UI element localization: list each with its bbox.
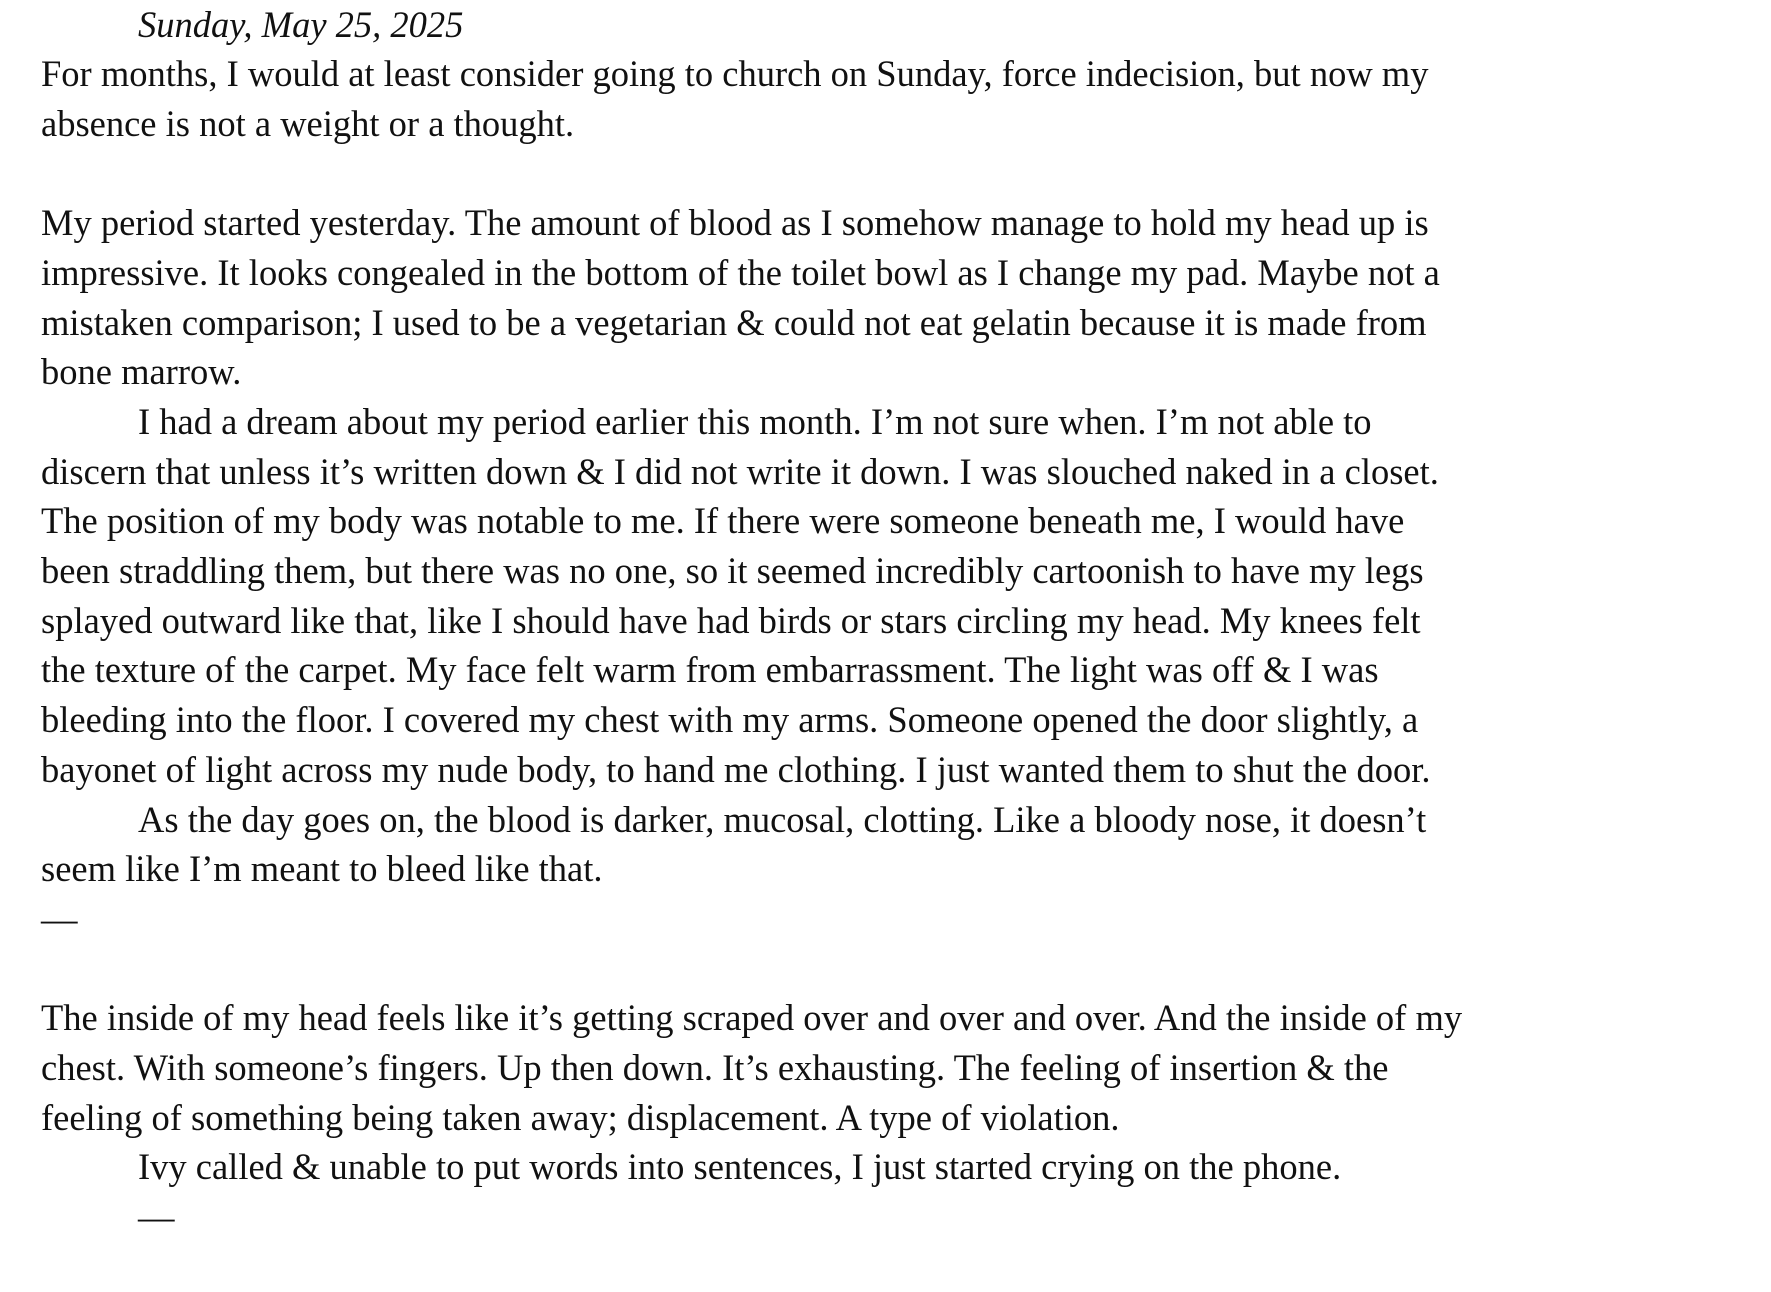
blank-line bbox=[41, 944, 1471, 994]
paragraph-dream: I had a dream about my period earlier this month. I’m not sure when. I’m not able to discern that unless it’s written down & I did not write it down. I was slouched naked in a closet. The position of my body was notable to me. If there were someone beneath me, I would have been straddling them, but there was no one, so it seemed incredibly cartoonish to have my legs splayed outward like that, like I should have had birds or stars circling my head. My knees felt the texture of the carpet. My face felt warm from embarrassment. The light was off & I was bleeding into the floor. I covered my chest with my arms. Someone opened the door slightly, a bayonet of light across my nude body, to hand me clothing. I just wanted them to shut the door. bbox=[41, 400, 1439, 790]
paragraph-blood-darker: As the day goes on, the blood is darker, mucosal, clotting. Like a bloody nose, it doesn’t seem like I’m meant to bleed like that. bbox=[41, 798, 1427, 890]
blank-line bbox=[41, 148, 1471, 198]
section-break: — bbox=[138, 1196, 175, 1238]
paragraph-ivy-called: Ivy called & unable to put words into sentences, I just started crying on the phone. bbox=[138, 1146, 1342, 1188]
paragraph-head-scraped: The inside of my head feels like it’s getting scraped over and over and over. And the inside of my chest. With someone’s fingers. Up then down. It’s exhausting. The feeling of insertion & the feeling of something being taken away; displacement. A type of violation. bbox=[41, 997, 1463, 1138]
entry-date: Sunday, May 25, 2025 bbox=[138, 4, 464, 45]
journal-page bbox=[41, 0, 1471, 1242]
paragraph-church: For months, I would at least consider going to church on Sunday, force indecision, but now my absence is not a weight or a thought. bbox=[41, 53, 1429, 144]
paragraph-period: My period started yesterday. The amount of blood as I somehow manage to hold my head up is impressive. It looks congealed in the bottom of the toilet bowl as I change my pad. Maybe not a mistaken comparison; I used to be a vegetarian & could not eat gelatin because it is made from bone marrow. bbox=[41, 202, 1440, 393]
section-break: — bbox=[41, 897, 78, 939]
